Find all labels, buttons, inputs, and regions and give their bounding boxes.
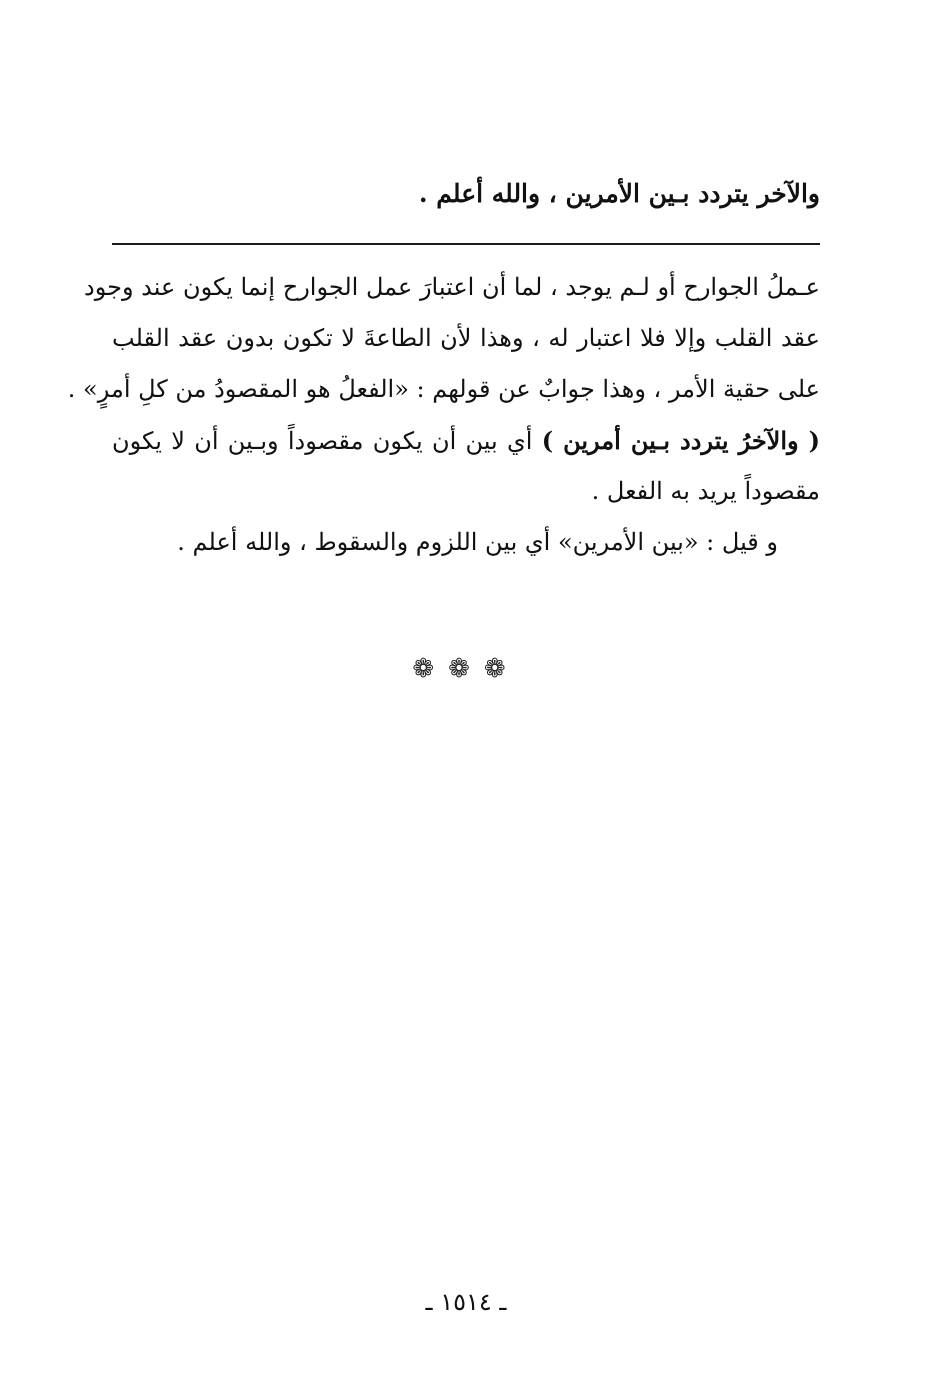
quoted-matn-phrase: ( والآخرُ يتردد بـين أمرين ) xyxy=(541,426,820,455)
commentary-block xyxy=(67,262,820,568)
matn-text: والآخر يتردد بـين الأمرين ، والله أعلم . xyxy=(418,179,820,208)
commentary-paragraph-2-rest: أي بين أن يكون مقصوداً وبـين أن لا يكون xyxy=(112,427,533,455)
page-number: ـ ١٥١٤ ـ xyxy=(425,1288,507,1316)
commentary-paragraph-2-line-1 xyxy=(112,415,820,466)
commentary-paragraph-2-line-2: مقصوداً يريد به الفعل . xyxy=(591,477,820,505)
flower-ornament-icon: ❁❁❁ xyxy=(412,654,520,684)
commentary-line-2: عقد القلب وإلا فلا اعتبار له ، وهذا لأن الطاعةَ لا تكون بدون عقد القلب xyxy=(112,324,820,352)
commentary-divider xyxy=(112,243,820,245)
commentary-line-1: عـملُ الجوارح أو لـم يوجد ، لما أن اعتبارَ عمل الجوارح إنما يكون عند وجود xyxy=(84,273,820,301)
commentary-paragraph-3: و قيل : «بين الأمرين» أي بين اللزوم والسقوط ، والله أعلم . xyxy=(177,528,778,556)
commentary-line-3: على حقية الأمر ، وهذا جوابٌ عن قولهم : «الفعلُ هو المقصودُ من كلِ أمرٍ» . xyxy=(67,375,820,403)
